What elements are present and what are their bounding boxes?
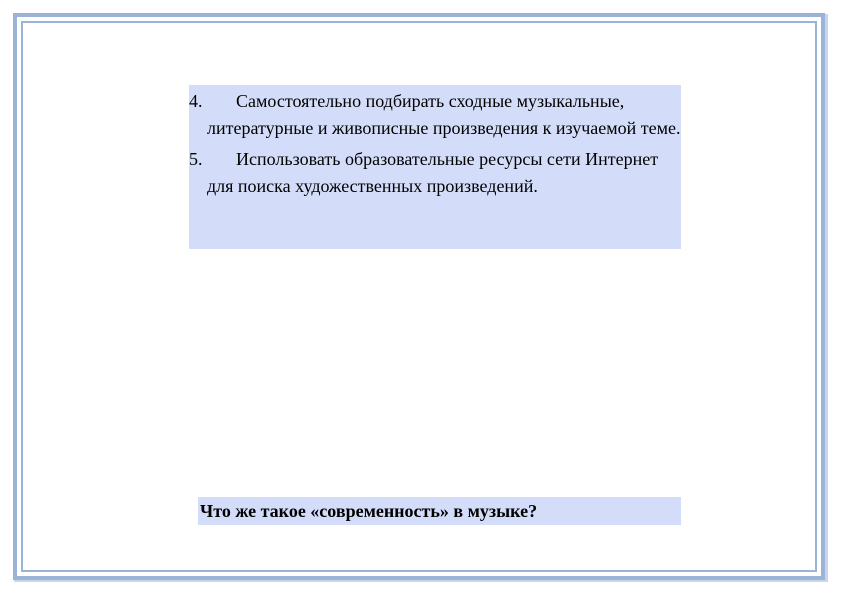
frame-shadow-right (825, 14, 828, 582)
list-item (189, 88, 681, 141)
list-item-text: Использовать образовательные ресурсы сети Интернет для поиска художественных произведений. (207, 149, 659, 196)
question-heading: Что же такое «современность» в музыке? (198, 497, 681, 525)
list-item (189, 146, 681, 199)
list-item-text: Самостоятельно подбирать сходные музыкальные, литературные и живописные произведения к изучаемой теме. (207, 91, 681, 138)
list-item-number: 4. (189, 91, 203, 111)
objectives-list (189, 85, 681, 249)
list-item-number: 5. (189, 149, 203, 169)
frame-shadow-bottom (14, 580, 828, 582)
